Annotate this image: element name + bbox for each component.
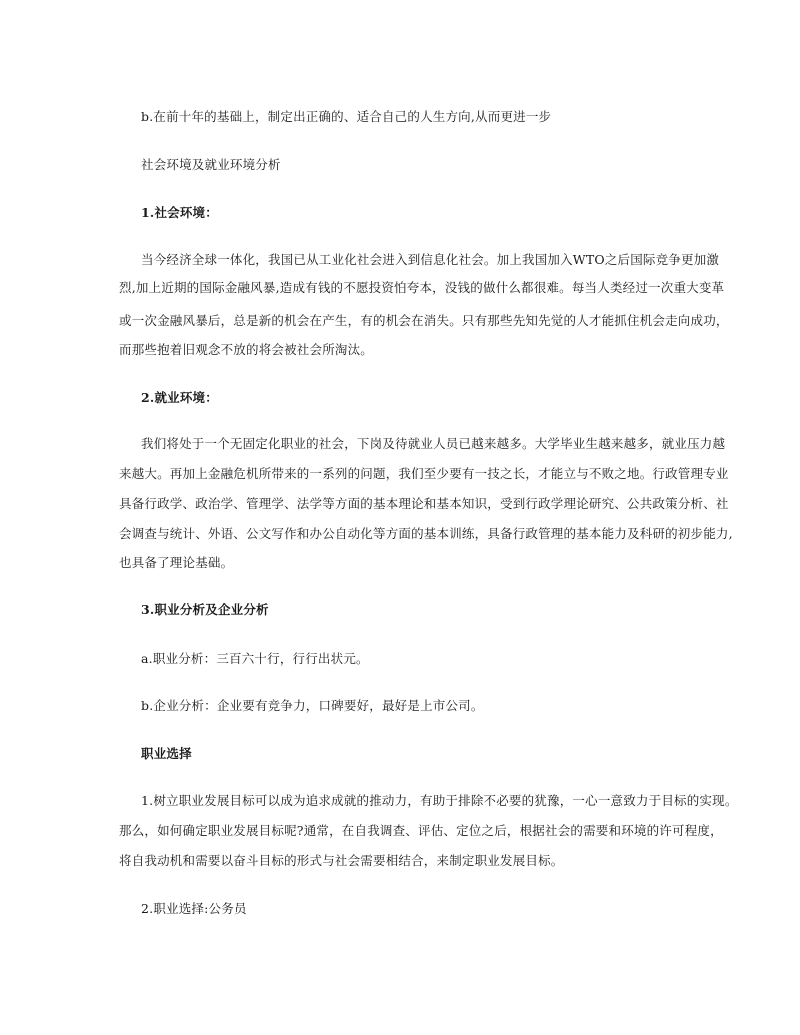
heading-employment-environment: 2.就业环境： [141,390,218,405]
paragraph-employment-line-3: 具备行政学、政治学、管理学、法学等方面的基本理论和基本知识，受到行政学理论研究、公共政策分析、社 [119,496,729,511]
paragraph-employment-line-5: 也具备了理论基础。 [119,555,234,570]
heading-social-environment: 1.社会环境： [141,205,218,220]
heading-career-choice: 职业选择 [141,746,192,761]
paragraph-employment-line-2: 来越大。再加上金融危机所带来的一系列的问题，我们至少要有一技之长，才能立与不败之地。行政管理专业 [119,466,729,481]
section-title-environment: 社会环境及就业环境分析 [141,157,281,172]
paragraph-employment-line-4: 会调查与统计、外语、公文写作和办公自动化等方面的基本训练，具备行政管理的基本能力及科研的初步能力, [119,526,733,541]
paragraph-social-line-4: 而那些抱着旧观念不放的将会被社会所淘汰。 [119,342,374,357]
paragraph-goal-line-1: 1.树立职业发展目标可以成为追求成就的推动力，有助于排除不必要的犹豫，一心一意致力于目标的实现。 [141,793,738,808]
paragraph-employment-line-1: 我们将处于一个无固定化职业的社会，下岗及待就业人员已越来越多。大学毕业生越来越多，就业压力越 [141,436,726,451]
goal-line-b: b.在前十年的基础上，制定出正确的、适合自己的人生方向,从而更进一步 [141,109,552,124]
paragraph-social-line-1: 当今经济全球一体化，我国已从工业化社会进入到信息化社会。加上我国加入WTO之后国际竞争更加激 [141,252,720,267]
paragraph-social-line-2: 烈,加上近期的国际金融风暴,造成有钱的不愿投资怕夸本，没钱的做什么都很难。每当人类经过一次重大变革 [119,280,725,295]
career-analysis-line: a.职业分析：三百六十行，行行出状元。 [141,651,369,666]
enterprise-analysis-line: b.企业分析：企业要有竞争力，口碑要好，最好是上市公司。 [141,698,484,713]
career-choice-line: 2.职业选择:公务员 [141,901,247,916]
heading-career-enterprise-analysis: 3.职业分析及企业分析 [141,602,269,617]
paragraph-social-line-3: 或一次金融风暴后，总是新的机会在产生，有的机会在消失。只有那些先知先觉的人才能抓住机会走向成功， [119,313,729,328]
paragraph-goal-line-3: 将自我动机和需要以奋斗目标的形式与社会需要相结合，来制定职业发展目标。 [119,853,564,868]
paragraph-goal-line-2: 那么，如何确定职业发展目标呢?通常，在自我调查、评估、定位之后，根据社会的需要和环境的许可程度， [119,823,723,838]
